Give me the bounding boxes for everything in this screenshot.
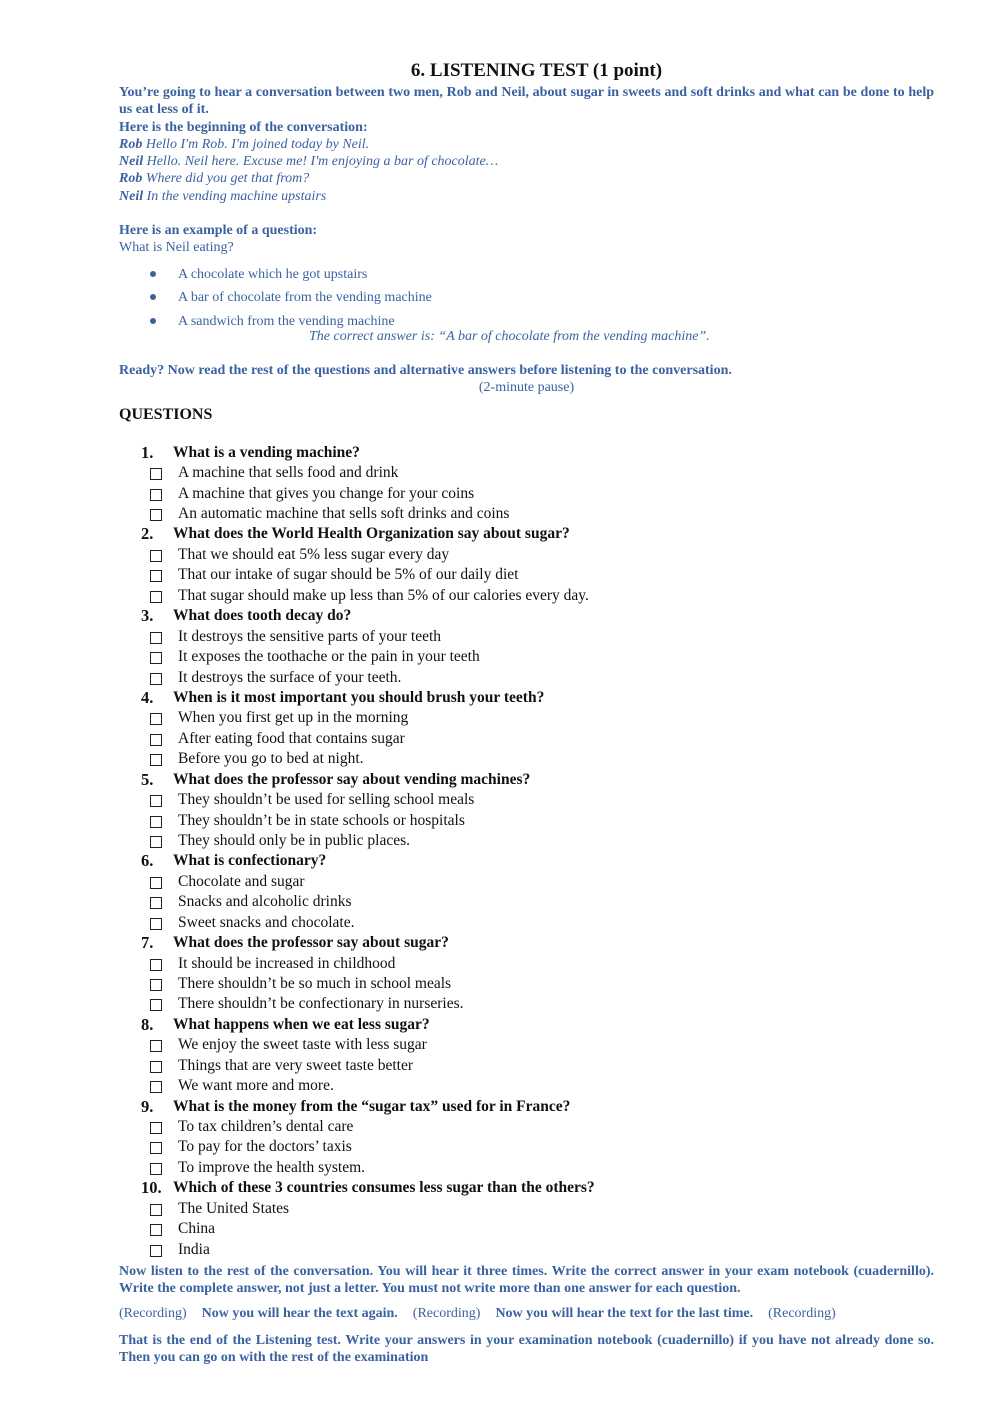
speaker-name: Rob bbox=[119, 171, 143, 187]
recording-marker: (Recording) bbox=[119, 1305, 187, 1321]
checkbox-icon[interactable] bbox=[150, 754, 162, 766]
question-text: What happens when we eat less sugar? bbox=[173, 1015, 430, 1033]
question-10 bbox=[119, 1178, 934, 1260]
question-number: 6. bbox=[141, 851, 154, 871]
checkbox-icon[interactable] bbox=[150, 877, 162, 889]
answer-option[interactable]: That we should eat 5% less sugar every day bbox=[119, 545, 934, 565]
question-number: 1. bbox=[141, 442, 154, 462]
answer-option[interactable]: A machine that sells food and drink bbox=[119, 463, 934, 483]
question-text: When is it most important you should brush your teeth? bbox=[173, 688, 545, 706]
answer-option[interactable]: That our intake of sugar should be 5% of our daily diet bbox=[119, 565, 934, 585]
answer-option[interactable]: Chocolate and sugar bbox=[119, 872, 934, 892]
question-number: 10. bbox=[141, 1178, 162, 1198]
last-time-text: Now you will hear the text for the last time. bbox=[495, 1305, 754, 1321]
answer-option[interactable]: Sweet snacks and chocolate. bbox=[119, 913, 934, 933]
answer-option[interactable]: We want more and more. bbox=[119, 1076, 934, 1096]
answer-option[interactable]: They should only be in public places. bbox=[119, 831, 934, 851]
question-list bbox=[119, 443, 934, 1260]
speaker-line: Hello I'm Rob. I'm joined today by Neil. bbox=[142, 136, 370, 152]
questions-heading: QUESTIONS bbox=[119, 405, 213, 423]
checkbox-icon[interactable] bbox=[150, 795, 162, 807]
speaker-line: Hello. Neil here. Excuse me! I'm enjoying a bar of chocolate… bbox=[143, 154, 499, 170]
question-number: 8. bbox=[141, 1014, 154, 1034]
answer-option[interactable]: They shouldn’t be used for selling school meals bbox=[119, 790, 934, 810]
answer-option[interactable]: To pay for the doctors’ taxis bbox=[119, 1137, 934, 1157]
answer-option[interactable]: They shouldn’t be in state schools or hospitals bbox=[119, 811, 934, 831]
checkbox-icon[interactable] bbox=[150, 591, 162, 603]
answer-option[interactable]: After eating food that contains sugar bbox=[119, 729, 934, 749]
answer-option[interactable]: That sugar should make up less than 5% of our calories every day. bbox=[119, 586, 934, 606]
answer-option[interactable]: There shouldn’t be confectionary in nurseries. bbox=[119, 994, 934, 1014]
checkbox-icon[interactable] bbox=[150, 999, 162, 1011]
answer-option[interactable]: Snacks and alcoholic drinks bbox=[119, 892, 934, 912]
answer-option[interactable]: The United States bbox=[119, 1199, 934, 1219]
question-8 bbox=[119, 1015, 934, 1097]
answer-option[interactable]: When you first get up in the morning bbox=[119, 708, 934, 728]
example-option: A bar of chocolate from the vending machine bbox=[119, 286, 934, 310]
answer-option[interactable]: A machine that gives you change for your coins bbox=[119, 484, 934, 504]
checkbox-icon[interactable] bbox=[150, 734, 162, 746]
answer-option[interactable]: There shouldn’t be so much in school meals bbox=[119, 974, 934, 994]
question-text: What is a vending machine? bbox=[173, 443, 360, 461]
checkbox-icon[interactable] bbox=[150, 1224, 162, 1236]
question-number: 4. bbox=[141, 687, 154, 707]
speaker-name: Neil bbox=[119, 188, 144, 204]
question-text: What is confectionary? bbox=[173, 852, 327, 870]
answer-option[interactable]: It should be increased in childhood bbox=[119, 954, 934, 974]
question-text: Which of these 3 countries consumes less sugar than the others? bbox=[173, 1179, 595, 1197]
example-option: A sandwich from the vending machine bbox=[119, 310, 934, 334]
answer-option[interactable]: We enjoy the sweet taste with less sugar bbox=[119, 1035, 934, 1055]
question-text: What does the World Health Organization say about sugar? bbox=[173, 525, 570, 543]
ready-instruction: Ready? Now read the rest of the questions and alternative answers before listening to the conversation. bbox=[119, 363, 732, 379]
speaker-name: Neil bbox=[119, 154, 144, 170]
example-question: What is Neil eating? bbox=[119, 240, 234, 256]
recording-marker: (Recording) bbox=[412, 1305, 481, 1321]
dialogue-line bbox=[119, 153, 934, 170]
example-option: A chocolate which he got upstairs bbox=[119, 263, 934, 287]
question-text: What is the money from the “sugar tax” used for in France? bbox=[173, 1097, 571, 1115]
dialogue-line bbox=[119, 170, 934, 187]
checkbox-icon[interactable] bbox=[150, 570, 162, 582]
recording-line bbox=[119, 1305, 934, 1322]
checkbox-icon[interactable] bbox=[150, 897, 162, 909]
checkbox-icon[interactable] bbox=[150, 979, 162, 991]
checkbox-icon[interactable] bbox=[150, 836, 162, 848]
speaker-name: Rob bbox=[119, 136, 143, 152]
listen-instructions: Now listen to the rest of the conversation. You will hear it three times. Write the correct answer in your exam notebook (cuadernillo). Write the complete answer, not just a letter. You must not write more than one answer for each question. bbox=[119, 1263, 934, 1297]
worksheet-page bbox=[119, 58, 934, 1366]
checkbox-icon[interactable] bbox=[150, 1040, 162, 1052]
checkbox-icon[interactable] bbox=[150, 652, 162, 664]
recording-marker: (Recording) bbox=[768, 1305, 836, 1321]
checkbox-icon[interactable] bbox=[150, 959, 162, 971]
question-number: 2. bbox=[141, 524, 154, 544]
page-title: 6. LISTENING TEST (1 point) bbox=[410, 60, 663, 81]
question-text: What does the professor say about vending machines? bbox=[173, 770, 531, 788]
answer-option[interactable]: An automatic machine that sells soft drinks and coins bbox=[119, 504, 934, 524]
correct-answer-note: The correct answer is: “A bar of chocolate from the vending machine”. bbox=[309, 329, 710, 345]
checkbox-icon[interactable] bbox=[150, 489, 162, 501]
dialogue-line bbox=[119, 188, 934, 205]
question-4 bbox=[119, 688, 934, 770]
beginning-label: Here is the beginning of the conversation: bbox=[119, 119, 368, 135]
speaker-line: Where did you get that from? bbox=[142, 171, 310, 187]
answer-option[interactable]: It destroys the surface of your teeth. bbox=[119, 668, 934, 688]
question-6 bbox=[119, 851, 934, 933]
question-3 bbox=[119, 606, 934, 688]
example-options bbox=[119, 263, 934, 334]
checkbox-icon[interactable] bbox=[150, 713, 162, 725]
intro-text: You’re going to hear a conversation between two men, Rob and Neil, about sugar in sweets and soft drinks and what can be done to help us eat less of it. bbox=[119, 85, 934, 118]
hear-again-text: Now you will hear the text again. bbox=[201, 1305, 398, 1321]
answer-option[interactable]: To improve the health system. bbox=[119, 1158, 934, 1178]
checkbox-icon[interactable] bbox=[150, 1163, 162, 1175]
checkbox-icon[interactable] bbox=[150, 1081, 162, 1093]
checkbox-icon[interactable] bbox=[150, 816, 162, 828]
answer-option[interactable]: It destroys the sensitive parts of your teeth bbox=[119, 627, 934, 647]
checkbox-icon[interactable] bbox=[150, 673, 162, 685]
question-number: 5. bbox=[141, 769, 154, 789]
checkbox-icon[interactable] bbox=[150, 1142, 162, 1154]
question-2 bbox=[119, 524, 934, 606]
answer-option[interactable]: Things that are very sweet taste better bbox=[119, 1056, 934, 1076]
question-number: 3. bbox=[141, 606, 154, 626]
checkbox-icon[interactable] bbox=[150, 632, 162, 644]
checkbox-icon[interactable] bbox=[150, 1245, 162, 1257]
question-1 bbox=[119, 443, 934, 525]
dialogue-line bbox=[119, 136, 934, 153]
checkbox-icon[interactable] bbox=[150, 550, 162, 562]
question-text: What does tooth decay do? bbox=[173, 607, 352, 625]
question-number: 9. bbox=[141, 1096, 154, 1116]
answer-option[interactable]: China bbox=[119, 1219, 934, 1239]
checkbox-icon[interactable] bbox=[150, 918, 162, 930]
checkbox-icon[interactable] bbox=[150, 1204, 162, 1216]
pause-note: (2-minute pause) bbox=[478, 380, 575, 396]
checkbox-icon[interactable] bbox=[150, 468, 162, 480]
checkbox-icon[interactable] bbox=[150, 1122, 162, 1134]
checkbox-icon[interactable] bbox=[150, 1061, 162, 1073]
dialogue bbox=[119, 136, 934, 205]
speaker-line: In the vending machine upstairs bbox=[143, 188, 327, 204]
answer-option[interactable]: To tax children’s dental care bbox=[119, 1117, 934, 1137]
answer-option[interactable]: It exposes the toothache or the pain in your teeth bbox=[119, 647, 934, 667]
question-9 bbox=[119, 1097, 934, 1179]
end-text: That is the end of the Listening test. Write your answers in your examination notebook (cuadernillo) if you have not already done so. Then you can go on with the rest of the examination bbox=[119, 1332, 934, 1365]
checkbox-icon[interactable] bbox=[150, 509, 162, 521]
answer-option[interactable]: Before you go to bed at night. bbox=[119, 749, 934, 769]
question-number: 7. bbox=[141, 933, 154, 953]
question-7 bbox=[119, 933, 934, 1015]
example-label: Here is an example of a question: bbox=[119, 223, 318, 239]
answer-option[interactable]: India bbox=[119, 1240, 934, 1260]
question-text: What does the professor say about sugar? bbox=[173, 934, 449, 952]
question-5 bbox=[119, 770, 934, 852]
